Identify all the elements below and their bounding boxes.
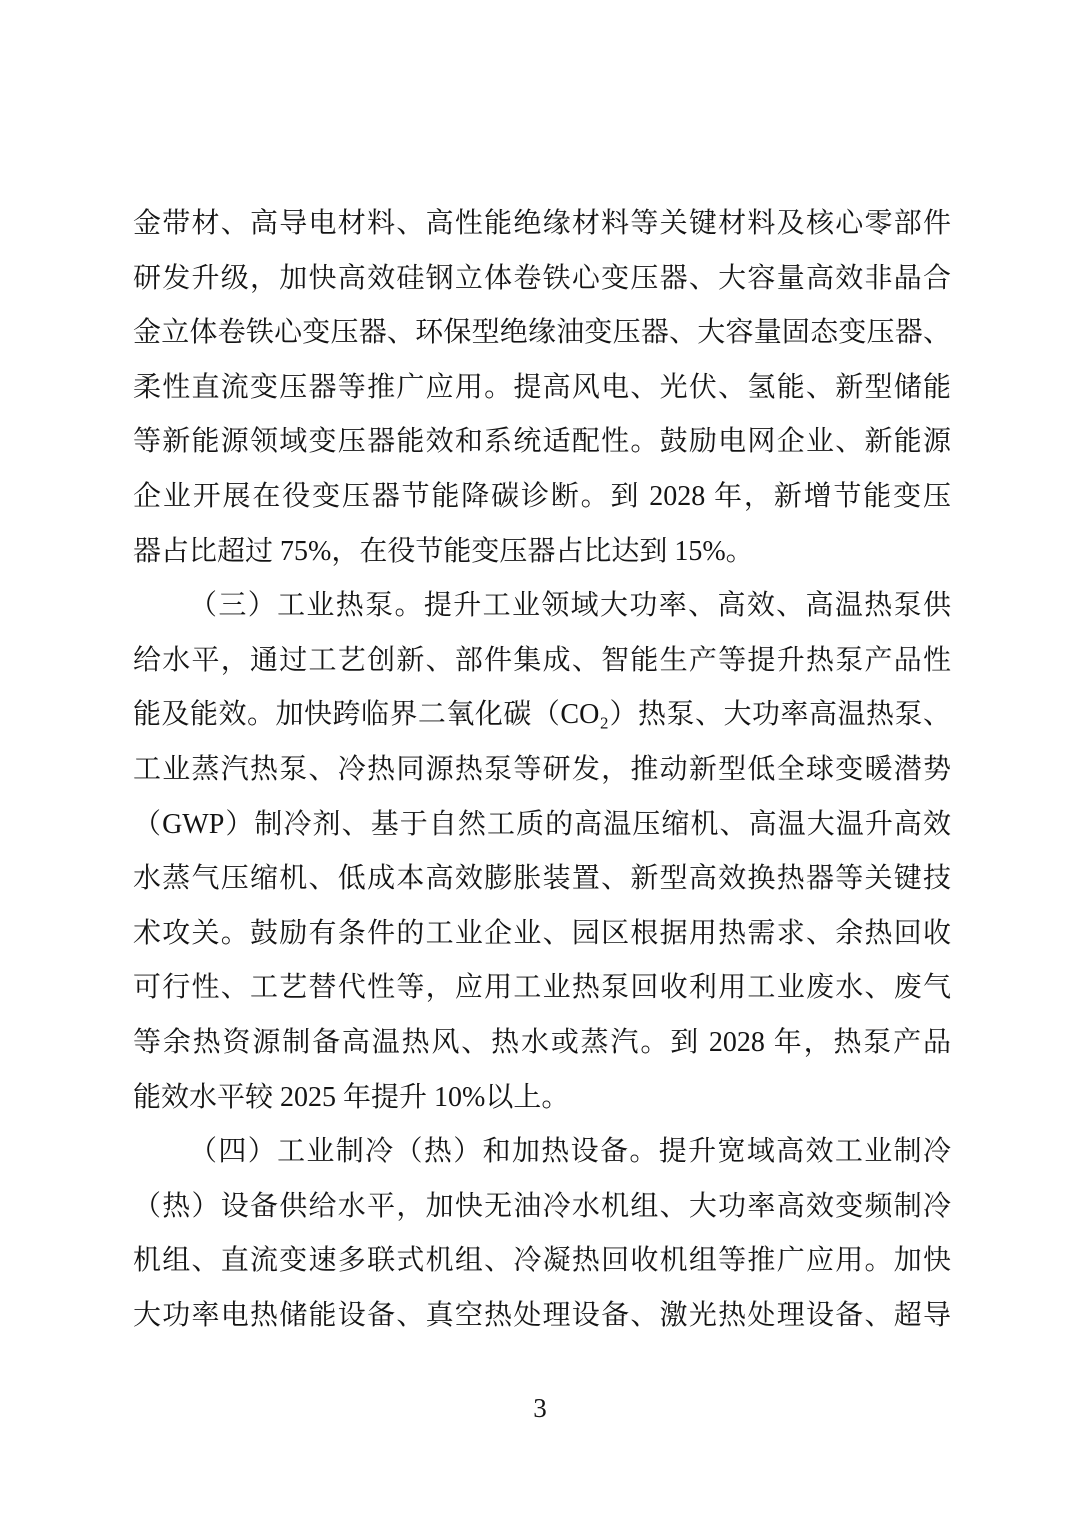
line-text: （GWP）制冷剂、基于自然工质的高温压缩机、高温大温升高效 xyxy=(133,808,951,840)
line-text: 柔性直流变压器等推广应用。提高风电、光伏、氢能、新型储能 xyxy=(133,371,951,403)
page-number: 3 xyxy=(533,1393,547,1423)
text-line xyxy=(133,961,951,1016)
text-line xyxy=(133,306,951,361)
line-text: 水蒸气压缩机、低成本高效膨胀装置、新型高效换热器等关键技 xyxy=(133,863,951,895)
document-text-block xyxy=(133,197,951,1343)
line-text: 提升工业领域大功率、高效、高温热泵供 xyxy=(423,590,951,622)
text-line xyxy=(133,197,951,252)
text-line xyxy=(133,415,951,470)
line-text: 可行性、工艺替代性等，应用工业热泵回收利用工业废水、废气 xyxy=(133,972,951,1004)
text-line xyxy=(133,743,951,798)
text-line xyxy=(133,1071,951,1126)
text-line xyxy=(133,252,951,307)
text-line xyxy=(133,634,951,689)
line-text: 金立体卷铁心变压器、环保型绝缘油变压器、大容量固态变压器、 xyxy=(133,317,951,349)
line-text: 提升宽域高效工业制冷 xyxy=(658,1136,951,1168)
text-line xyxy=(133,907,951,962)
line-text: 给水平，通过工艺创新、部件集成、智能生产等提升热泵产品性 xyxy=(133,644,951,676)
line-text: 能及能效。加快跨临界二氧化碳（CO₂）热泵、大功率高温热泵、 xyxy=(133,699,951,731)
line-text: 金带材、高导电材料、高性能绝缘材料等关键材料及核心零部件 xyxy=(133,208,951,239)
text-line xyxy=(133,525,951,580)
line-text: （热）设备供给水平，加快无油冷水机组、大功率高效变频制冷 xyxy=(133,1190,951,1222)
text-line xyxy=(133,688,951,743)
line-text: 能效水平较 2025 年提升 10%以上。 xyxy=(133,1081,570,1113)
line-text: 器占比超过 75%，在役节能变压器占比达到 15%。 xyxy=(133,535,754,567)
line-text: 等余热资源制备高温热风、热水或蒸汽。到 2028 年，热泵产品 xyxy=(133,1026,951,1058)
line-text: 等新能源领域变压器能效和系统适配性。鼓励电网企业、新能源 xyxy=(133,426,951,458)
line-text: 研发升级，加快高效硅钢立体卷铁心变压器、大容量高效非晶合 xyxy=(133,262,951,294)
section-heading: （四）工业制冷（热）和加热设备。 xyxy=(189,1136,659,1168)
section-heading: （三）工业热泵。 xyxy=(189,590,424,622)
line-text: 工业蒸汽热泵、冷热同源热泵等研发，推动新型低全球变暖潜势 xyxy=(133,753,951,785)
text-line xyxy=(133,1180,951,1235)
line-text: 企业开展在役变压器节能降碳诊断。到 2028 年，新增节能变压 xyxy=(133,480,951,512)
text-line xyxy=(133,798,951,853)
line-text: 机组、直流变速多联式机组、冷凝热回收机组等推广应用。加快 xyxy=(133,1245,951,1277)
paragraph-start-line xyxy=(133,579,951,634)
text-line xyxy=(133,852,951,907)
text-line xyxy=(133,1289,951,1344)
text-line xyxy=(133,470,951,525)
text-line xyxy=(133,1234,951,1289)
text-line xyxy=(133,1016,951,1071)
line-text: 术攻关。鼓励有条件的工业企业、园区根据用热需求、余热回收 xyxy=(133,917,951,949)
paragraph-start-line xyxy=(133,1125,951,1180)
line-text: 大功率电热储能设备、真空热处理设备、激光热处理设备、超导 xyxy=(133,1299,951,1331)
text-line xyxy=(133,361,951,416)
